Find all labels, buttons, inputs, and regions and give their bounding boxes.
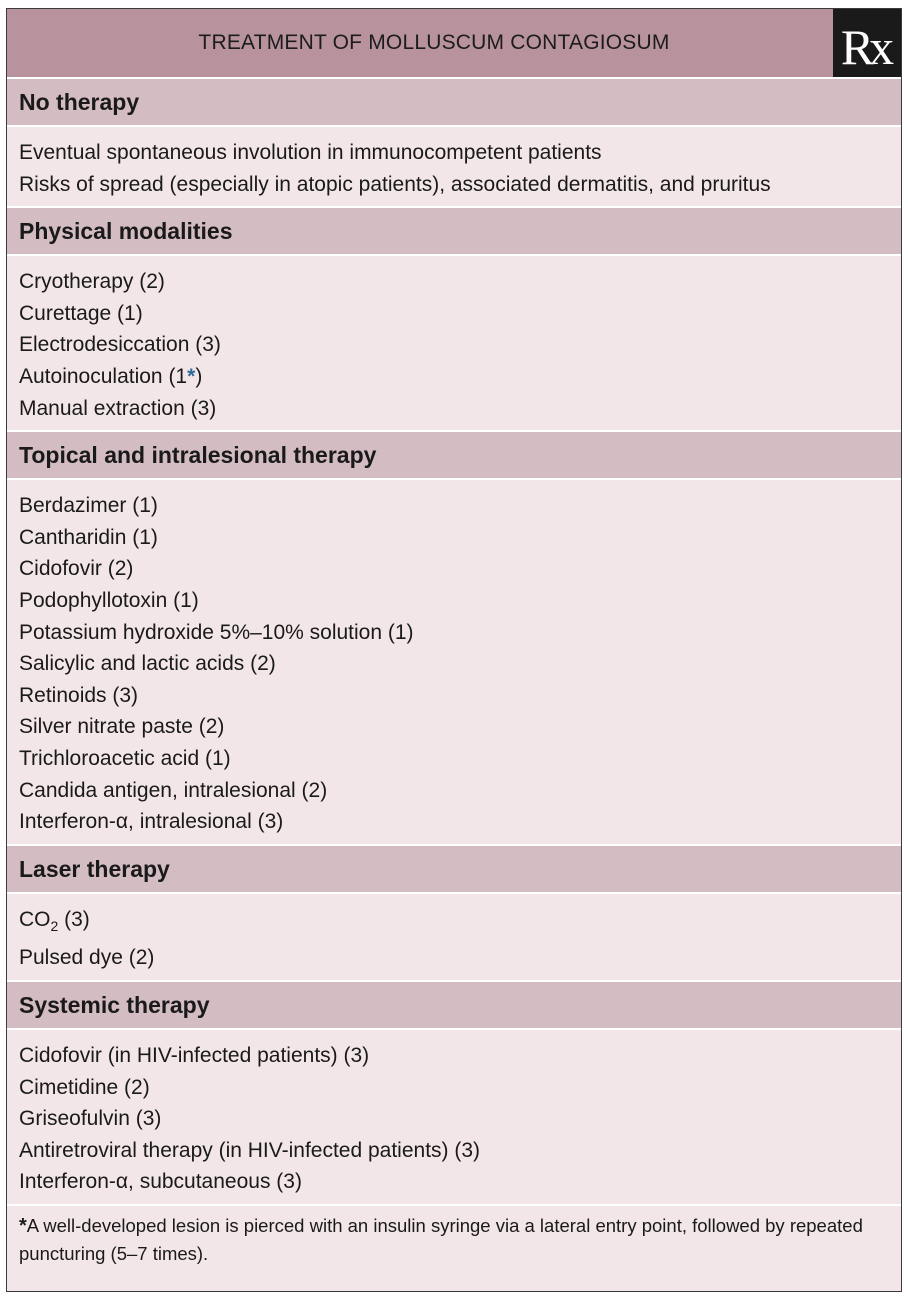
list-item: Interferon-α, intralesional (3) xyxy=(19,810,284,834)
section-header-no-therapy: No therapy xyxy=(7,79,901,127)
list-item: Silver nitrate paste (2) xyxy=(19,715,225,739)
table-title-bar xyxy=(7,9,901,79)
section-body-no-therapy xyxy=(7,127,901,208)
co2-suffix: (3) xyxy=(58,907,90,931)
section-header-laser-therapy: Laser therapy xyxy=(7,846,901,894)
list-item: Electrodesiccation (3) xyxy=(19,333,221,357)
list-item: Pulsed dye (2) xyxy=(19,946,155,970)
list-item: Berdazimer (1) xyxy=(19,494,158,518)
list-item: Eventual spontaneous involution in immunocompetent patients xyxy=(19,141,602,164)
list-item: Trichloroacetic acid (1) xyxy=(19,746,231,770)
list-item: Cidofovir (in HIV-infected patients) (3) xyxy=(19,1044,370,1068)
list-item: Interferon-α, subcutaneous (3) xyxy=(19,1170,302,1194)
list-item: Risks of spread (especially in atopic patients), associated dermatitis, and pruritus xyxy=(19,172,771,196)
list-item: Cryotherapy (2) xyxy=(19,270,165,294)
section-body-physical-modalities xyxy=(7,256,901,432)
co2-prefix: CO xyxy=(19,907,51,931)
treatment-table xyxy=(6,8,902,1292)
list-item: Retinoids (3) xyxy=(19,683,139,707)
list-item: Candida antigen, intralesional (2) xyxy=(19,778,328,802)
section-header-topical-intralesional: Topical and intralesional therapy xyxy=(7,432,901,480)
section-body-laser-therapy xyxy=(7,894,901,982)
footnote-text: A well-developed lesion is pierced with an insulin syringe via a lateral entry point, followed by repeated puncturing (5–7 times). xyxy=(19,1215,863,1265)
list-item: Curettage (1) xyxy=(19,301,143,325)
rx-logo xyxy=(833,9,901,77)
table-title: TREATMENT OF MOLLUSCUM CONTAGIOSUM xyxy=(198,31,670,54)
list-item: Cimetidine (2) xyxy=(19,1075,150,1099)
section-body-systemic-therapy xyxy=(7,1030,901,1206)
list-item: Cidofovir (2) xyxy=(19,557,134,581)
list-item: Salicylic and lactic acids (2) xyxy=(19,652,276,676)
list-item: Antiretroviral therapy (in HIV-infected patients) (3) xyxy=(19,1138,481,1162)
autoinoculation-prefix: Autoinoculation (1 xyxy=(19,364,188,388)
list-item: Griseofulvin (3) xyxy=(19,1107,162,1131)
list-item: Podophyllotoxin (1) xyxy=(19,588,199,612)
list-item: Cantharidin (1) xyxy=(19,525,158,549)
list-item: Manual extraction (3) xyxy=(19,396,217,420)
list-item: Potassium hydroxide 5%–10% solution (1) xyxy=(19,620,414,644)
rx-logo-text: Rx xyxy=(840,19,890,75)
list-item-autoinoculation xyxy=(19,361,889,393)
footnote-marker: * xyxy=(187,364,196,388)
table-footnote xyxy=(7,1206,901,1268)
section-header-physical-modalities: Physical modalities xyxy=(7,208,901,256)
co2-subscript: 2 xyxy=(50,917,59,934)
footnote-star: * xyxy=(19,1215,27,1238)
list-item-co2 xyxy=(19,904,889,943)
section-body-topical-intralesional xyxy=(7,480,901,846)
autoinoculation-suffix: ) xyxy=(195,364,203,388)
section-header-systemic-therapy: Systemic therapy xyxy=(7,982,901,1030)
